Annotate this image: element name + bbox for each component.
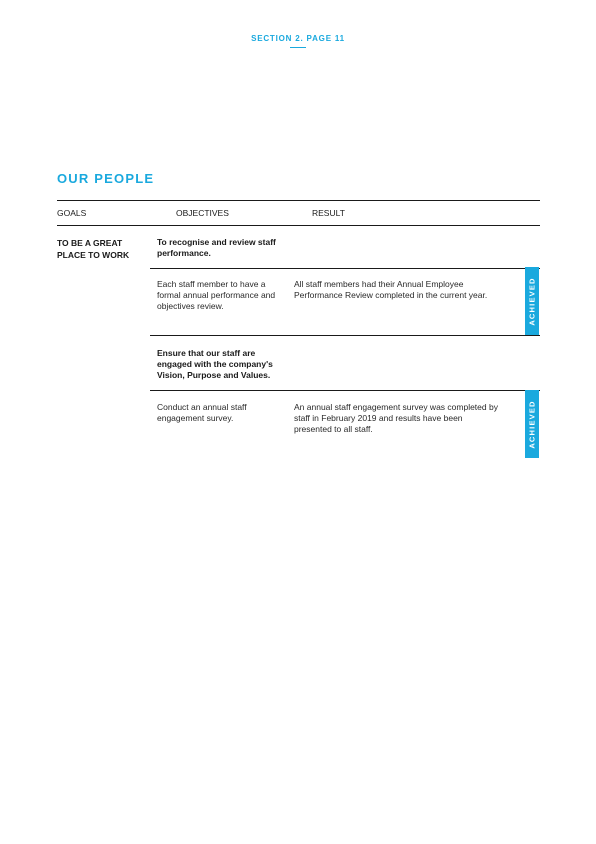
status-badge-label: ACHIEVED bbox=[527, 399, 537, 449]
row-divider bbox=[150, 268, 540, 269]
sub-objective: Each staff member to have a formal annual performance and objectives review. bbox=[157, 279, 276, 311]
header-divider bbox=[290, 47, 306, 48]
sub-objective: Conduct an annual staff engagement survey. bbox=[157, 402, 247, 423]
result-text: An annual staff engagement survey was completed by staff in February 2019 and results have been presented to all staff. bbox=[294, 402, 498, 434]
status-badge bbox=[525, 390, 539, 458]
result-text: All staff members had their Annual Employee Performance Review completed in the current year. bbox=[294, 279, 488, 300]
column-header-goals: GOALS bbox=[57, 208, 87, 218]
objective-heading: To recognise and review staff performance. bbox=[157, 237, 276, 258]
section-title: OUR PEOPLE bbox=[57, 171, 155, 186]
section-page-header: SECTION 2. PAGE 11 bbox=[251, 34, 345, 43]
column-header-result: RESULT bbox=[312, 208, 345, 218]
status-badge-label: ACHIEVED bbox=[527, 276, 537, 326]
goal-label: TO BE A GREAT PLACE TO WORK bbox=[57, 238, 130, 260]
table-top-rule bbox=[57, 200, 540, 201]
table-header-rule bbox=[57, 225, 540, 226]
row-divider bbox=[150, 390, 540, 391]
objective-heading: Ensure that our staff are engaged with the company's Vision, Purpose and Values. bbox=[157, 348, 273, 380]
column-header-objectives: OBJECTIVES bbox=[176, 208, 229, 218]
row-divider bbox=[150, 335, 540, 336]
status-badge bbox=[525, 267, 539, 335]
